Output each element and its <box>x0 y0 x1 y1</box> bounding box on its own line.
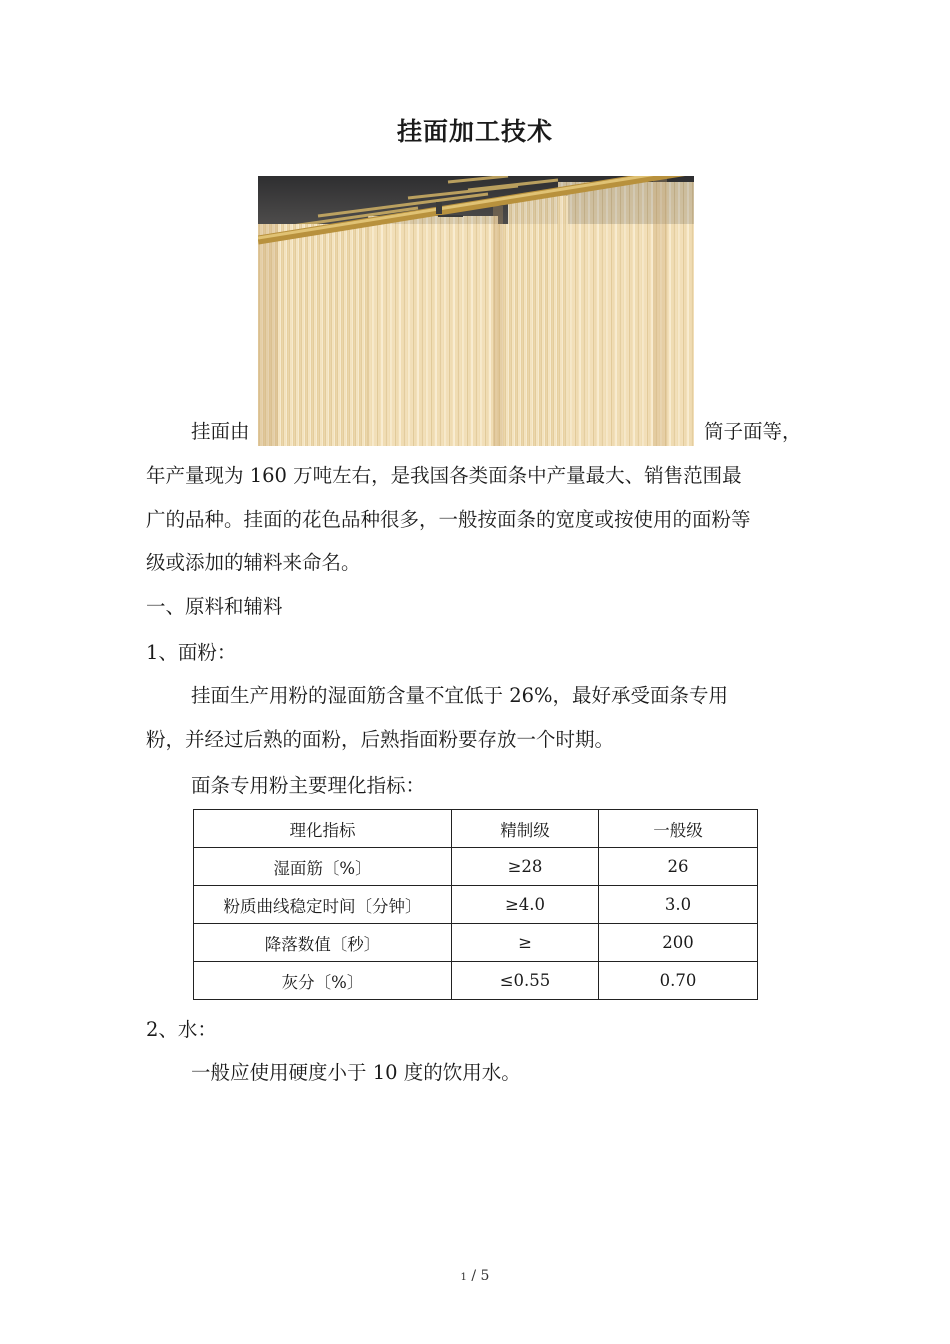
intro-line-1-end: 筒子面等， <box>704 420 802 443</box>
intro-line-2: 年产量现为 160 万吨左右，是我国各类面条中产量最大、销售范围最 <box>146 464 742 487</box>
intro-line-3: 广的品种。挂面的花色品种很多，一般按面条的宽度或按使用的面粉等 <box>146 508 751 531</box>
table-row <box>194 962 758 1000</box>
table-cell: 26 <box>599 848 758 886</box>
table-cell: ≥4.0 <box>452 886 599 924</box>
page-number-current: 1 <box>460 1272 467 1283</box>
hanging-noodles-photo <box>258 176 694 446</box>
table-cell: 3.0 <box>599 886 758 924</box>
table-cell: 灰分〔%〕 <box>194 962 452 1000</box>
table-row <box>194 848 758 886</box>
table-cell: ≤0.55 <box>452 962 599 1000</box>
table-row <box>194 924 758 962</box>
table-caption: 面条专用粉主要理化指标： <box>191 774 426 797</box>
item-2-heading: 2、水： <box>146 1018 217 1041</box>
intro-line-1-start: 挂面由 <box>191 420 250 443</box>
table-header-cell: 一般级 <box>599 810 758 848</box>
table-header-cell: 精制级 <box>452 810 599 848</box>
intro-line-4: 级或添加的辅料来命名。 <box>146 551 361 574</box>
page-title: 挂面加工技术 <box>396 117 553 146</box>
table-row <box>194 886 758 924</box>
item-1-paragraph-line-1: 挂面生产用粉的湿面筋含量不宜低于 26%，最好承受面条专用 <box>191 684 729 707</box>
item-1-heading: 1、面粉： <box>146 641 237 664</box>
table-cell: 降落数值〔秒〕 <box>194 924 452 962</box>
flour-spec-table <box>193 809 758 1000</box>
table-cell: 粉质曲线稳定时间〔分钟〕 <box>194 886 452 924</box>
page-number <box>0 1268 950 1284</box>
table-cell: ≥ <box>452 924 599 962</box>
table-header-cell: 理化指标 <box>194 810 452 848</box>
table-header-row <box>194 810 758 848</box>
table-cell: 200 <box>599 924 758 962</box>
item-2-paragraph: 一般应使用硬度小于 10 度的饮用水。 <box>191 1061 521 1084</box>
item-1-paragraph-line-2: 粉，并经过后熟的面粉，后熟指面粉要存放一个时期。 <box>146 728 615 751</box>
table-cell: 0.70 <box>599 962 758 1000</box>
table-cell: ≥28 <box>452 848 599 886</box>
table-cell: 湿面筋〔%〕 <box>194 848 452 886</box>
page-number-total: / 5 <box>466 1268 490 1284</box>
section-1-heading: 一、原料和辅料 <box>146 595 283 618</box>
